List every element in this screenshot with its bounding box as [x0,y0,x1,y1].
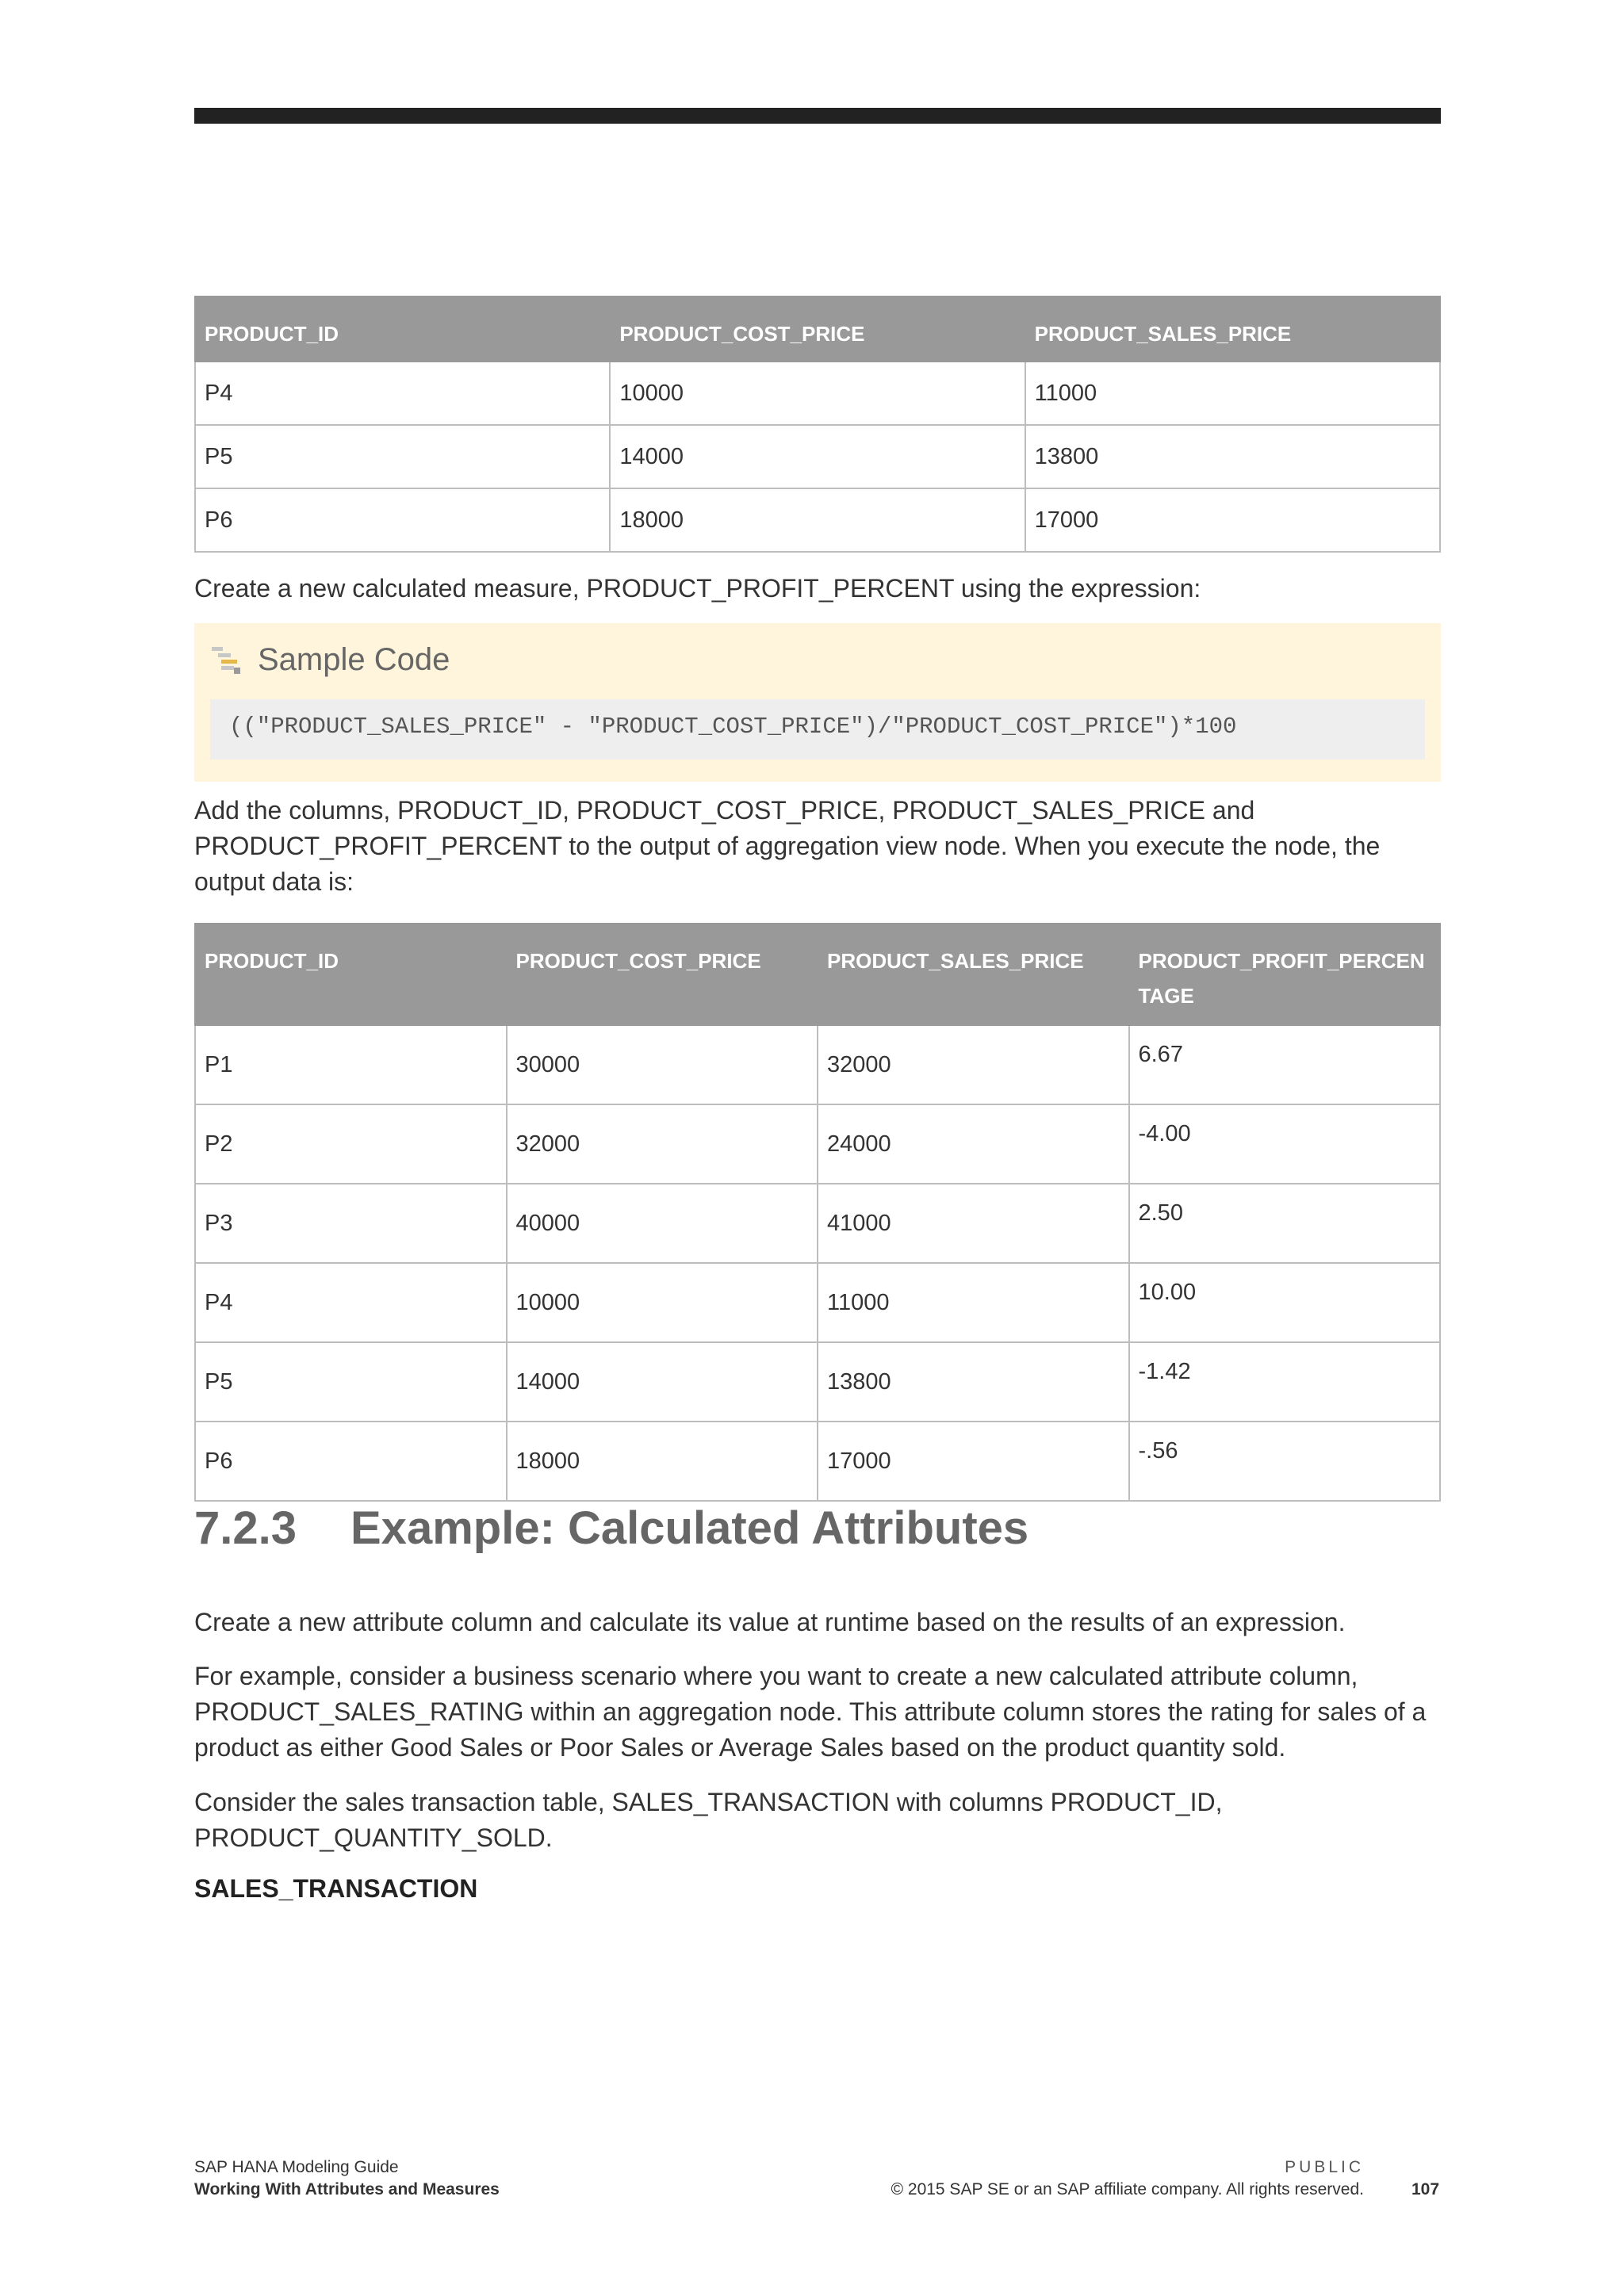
footer-chapter-title: Working With Attributes and Measures [194,2180,500,2198]
table-cell: -.56 [1129,1422,1441,1501]
table-cell: 18000 [507,1422,818,1501]
table-cell: 30000 [507,1025,818,1104]
table-cell: 10000 [507,1263,818,1342]
table-cell: P5 [195,1342,507,1422]
table-row [195,1342,1440,1422]
footer-classification: PUBLIC [1285,2158,1364,2176]
table-row [195,1263,1440,1342]
table-cell: 17000 [1025,488,1440,552]
output-paragraph: Add the columns, PRODUCT_ID, PRODUCT_COST_PRICE, PRODUCT_SALES_PRICE and PRODUCT_PROFIT_PERCENT to the output of aggregation view node. When you execute the node, the output data is: [194,796,1381,896]
top-rule [194,108,1441,124]
table-cell: P4 [195,1263,507,1342]
body-paragraph: Create a new attribute column and calculate its value at runtime based on the results of an expression. [194,1608,1346,1636]
table-cell: 11000 [818,1263,1129,1342]
table-header-row [195,297,1440,362]
body-paragraph: Consider the sales transaction table, SALES_TRANSACTION with columns PRODUCT_ID, PRODUCT_QUANTITY_SOLD. [194,1788,1223,1852]
table-cell: P3 [195,1184,507,1263]
table-row [195,1184,1440,1263]
column-header: PRODUCT_PROFIT_PERCENTAGE [1129,924,1441,1025]
table-cell: 13800 [818,1342,1129,1422]
table-row [195,1025,1440,1104]
column-header: PRODUCT_COST_PRICE [507,924,818,1025]
table-cell: 10.00 [1129,1263,1441,1342]
table-header-row [195,924,1440,1025]
code-expression: (("PRODUCT_SALES_PRICE" - "PRODUCT_COST_PRICE")/"PRODUCT_COST_PRICE")*100 [229,714,1237,740]
table-label: SALES_TRANSACTION [194,1874,478,1903]
table-cell: 17000 [818,1422,1129,1501]
profit-percent-table [194,923,1441,1502]
column-header: PRODUCT_ID [195,297,610,362]
table-cell: 2.50 [1129,1184,1441,1263]
intro-paragraph: Create a new calculated measure, PRODUCT_PROFIT_PERCENT using the expression: [194,574,1201,603]
table-cell: P5 [195,425,610,488]
table-cell: 32000 [818,1025,1129,1104]
sample-code-block [194,623,1441,782]
table-cell: 41000 [818,1184,1129,1263]
table-cell: P6 [195,1422,507,1501]
footer-guide-title: SAP HANA Modeling Guide [194,2158,399,2176]
table-row [195,425,1440,488]
section-number: 7.2.3 [194,1502,297,1554]
table-cell: P1 [195,1025,507,1104]
table-row [195,1422,1440,1501]
sample-code-icon [210,644,245,679]
table-row [195,362,1440,425]
table-cell: 14000 [507,1342,818,1422]
product-price-table [194,296,1441,553]
page-number: 107 [1411,2180,1440,2198]
column-header: PRODUCT_SALES_PRICE [818,924,1129,1025]
sample-code-title: Sample Code [258,642,450,677]
table-cell: 11000 [1025,362,1440,425]
table-cell: 24000 [818,1104,1129,1184]
code-box [210,699,1425,760]
table-cell: 13800 [1025,425,1440,488]
table-row [195,488,1440,552]
table-cell: -4.00 [1129,1104,1441,1184]
table-cell: P6 [195,488,610,552]
table-row [195,1104,1440,1184]
table-cell: P2 [195,1104,507,1184]
column-header: PRODUCT_SALES_PRICE [1025,297,1440,362]
footer-copyright: © 2015 SAP SE or an SAP affiliate company. All rights reserved. [891,2180,1364,2198]
table-cell: 14000 [610,425,1025,488]
column-header: PRODUCT_ID [195,924,507,1025]
table-cell: P4 [195,362,610,425]
body-paragraph: For example, consider a business scenario where you want to create a new calculated attribute column, PRODUCT_SALES_RATING within an aggregation node. This attribute column stores the rating for sales of a product as either Good Sales or Poor Sales or Average Sales based on the product quantity sold. [194,1662,1427,1762]
table-cell: -1.42 [1129,1342,1441,1422]
section-title: Example: Calculated Attributes [350,1502,1029,1554]
table-cell: 40000 [507,1184,818,1263]
table-cell: 10000 [610,362,1025,425]
column-header: PRODUCT_COST_PRICE [610,297,1025,362]
table-cell: 18000 [610,488,1025,552]
table-cell: 32000 [507,1104,818,1184]
table-cell: 6.67 [1129,1025,1441,1104]
